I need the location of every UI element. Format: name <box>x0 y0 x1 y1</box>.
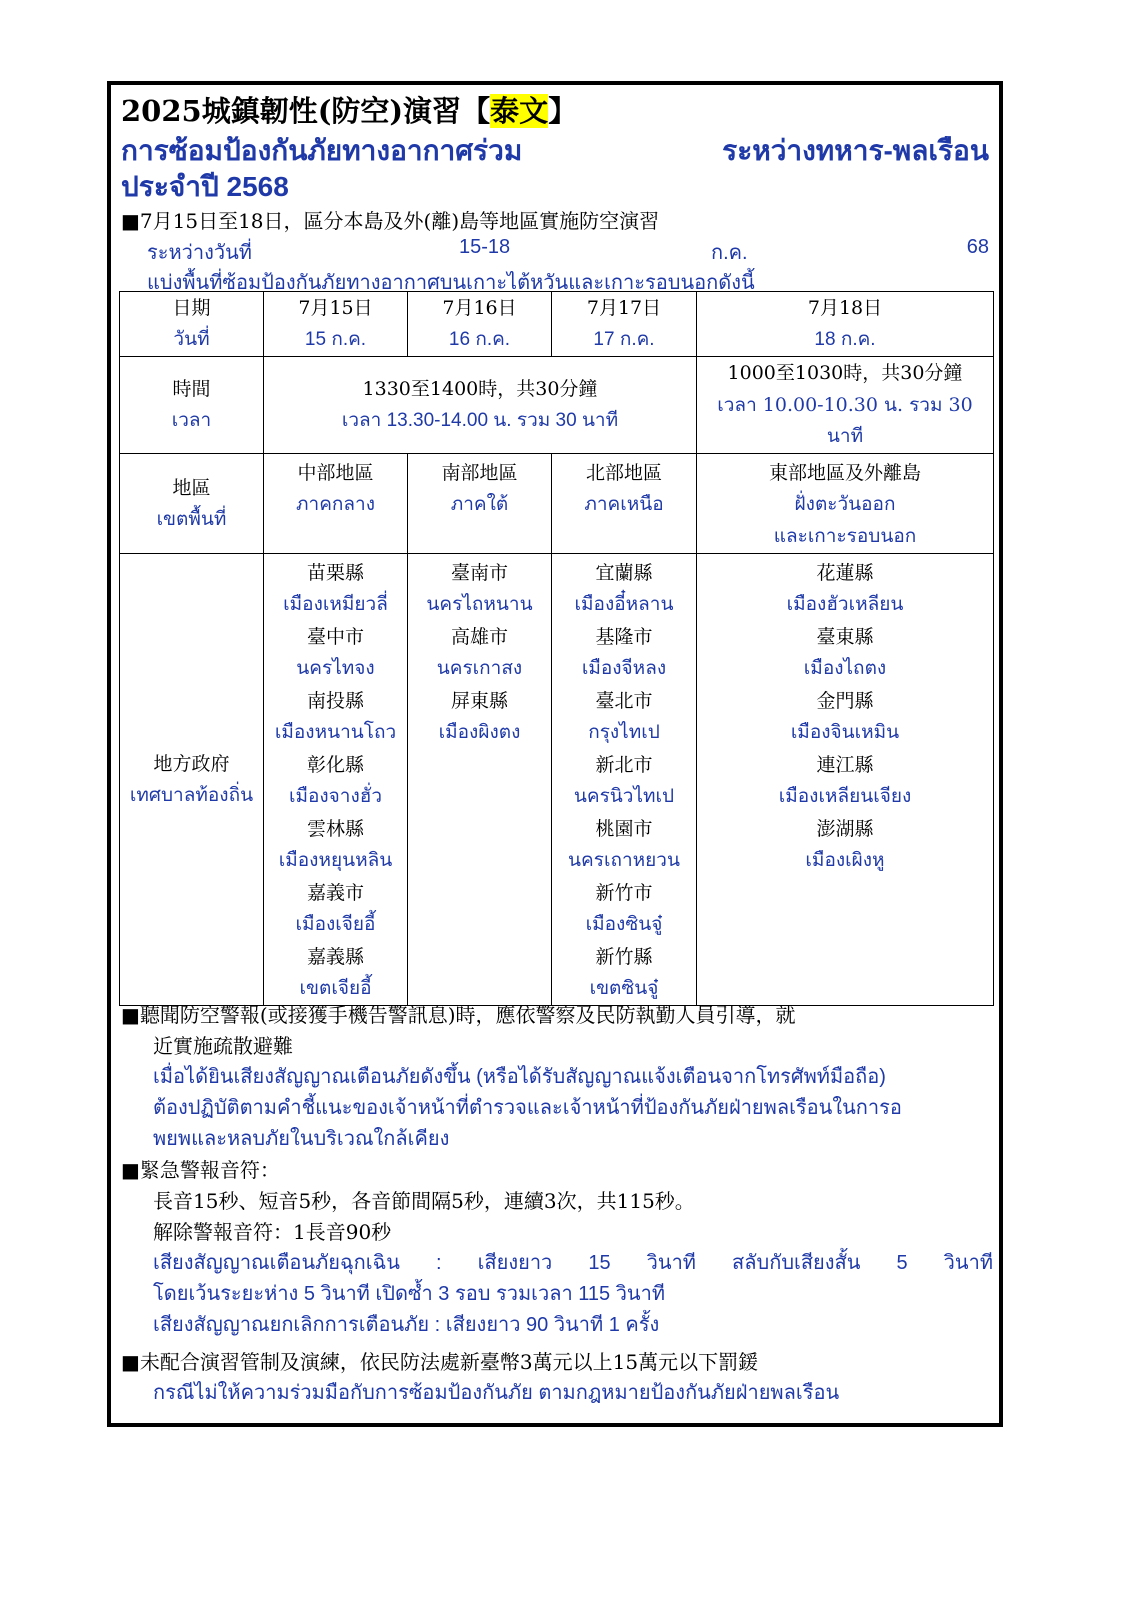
gov-central: 苗栗縣 เมืองเหมียวลี่ 臺中市 นครไทจง 南投縣 เมืองหนานโถว 彰化縣 เมืองจางฮั่ว 雲林縣 เมืองหยุนหลิน 嘉義市 เมืองเจียอี้ 嘉義縣 เขตเจียอี้ <box>264 554 408 1006</box>
notice3-th: กรณีไม่ให้ความร่วมมือกับการซ้อมป้องกันภัย ตามกฎหมายป้องกันภัยฝ่ายพลเรือน <box>153 1382 840 1404</box>
notice2-zh-head: ■緊急警報音符： <box>121 1158 280 1182</box>
intro-th-label: ระหว่างวันที่ <box>147 242 252 264</box>
date-cell: 7月17日 17 ก.ค. <box>552 292 697 357</box>
notice-evacuation <box>121 1000 993 1155</box>
thai-title-right: ระหว่างทหาร-พลเรือน <box>722 135 989 166</box>
schedule-table <box>119 291 994 1006</box>
time-label: 時間 เวลา <box>120 357 264 454</box>
gov-east: 花蓮縣 เมืองฮัวเหลียน 臺東縣 เมืองไถตง 金門縣 เมืองจินเหมิน 連江縣 เมืองเหลียนเจียง 澎湖縣 เมืองเผิงหู <box>697 554 994 1006</box>
region-cell: 南部地區 ภาคใต้ <box>408 454 552 554</box>
gov-label: 地方政府 เทศบาลท้องถิ่น <box>120 554 264 1006</box>
notice2-zh-line1: 長音15秒、短音5秒，各音節間隔5秒，連續3次，共115秒。 <box>153 1189 695 1213</box>
notice-alarm-tones <box>121 1155 993 1341</box>
date-label: 日期 วันที่ <box>120 292 264 357</box>
date-cell: 7月16日 16 ก.ค. <box>408 292 552 357</box>
notice3-zh: ■未配合演習管制及演練，依民防法處新臺幣3萬元以上15萬元以下罰鍰 <box>121 1350 759 1374</box>
gov-north: 宜蘭縣 เมืองอี๋หลาน 基隆市 เมืองจีหลง 臺北市 กรุงไทเป 新北市 นครนิวไทเป 桃園市 นครเถาหยวน 新竹市 เมืองซินจู๋ 新竹縣 เขตซินจู๋ <box>552 554 697 1006</box>
gov-south: 臺南市 นครไถหนาน 高雄市 นครเกาสง 屏東縣 เมืองผิงตง <box>408 554 552 1006</box>
title-highlight: 泰文 <box>490 94 549 128</box>
region-cell: 中部地區 ภาคกลาง <box>264 454 408 554</box>
intro-th-year: 68 <box>966 236 989 258</box>
intro-th-month: ก.ค. <box>711 242 748 264</box>
notice2-th-line1: เสียงสัญญาณเตือนภัยฉุกเฉิน : เสียงยาว 15 วินาที สลับกับเสียงสั้น 5 วินาที <box>153 1252 993 1274</box>
notice1-zh-line2: 近實施疏散避難 <box>153 1034 293 1058</box>
region-cell: 東部地區及外離島 ฝั่งตะวันออก และเกาะรอบนอก <box>697 454 994 554</box>
time-main: 1330至1400時，共30分鐘 เวลา 13.30-14.00 น. รวม 30 นาที <box>264 357 697 454</box>
date-cell: 7月15日 15 ก.ค. <box>264 292 408 357</box>
date-cell: 7月18日 18 ก.ค. <box>697 292 994 357</box>
notice1-th-line1: เมื่อได้ยินเสียงสัญญาณเตือนภัยดังขึ้น (หรือได้รับสัญญาณแจ้งเตือนจากโทรศัพท์มือถือ) <box>153 1066 886 1088</box>
time-last: 1000至1030時，共30分鐘 เวลา 10.00-10.30 น. รวม 30 นาที <box>697 357 994 454</box>
thai-title-left: การซ้อมป้องกันภัยทางอากาศร่วม <box>121 135 523 166</box>
table-row-region <box>120 454 994 554</box>
table-row-date <box>120 292 994 357</box>
intro-zh: ■7月15日至18日，區分本島及外(離)島等地區實施防空演習 <box>121 209 660 233</box>
thai-title-year: ประจำปี 2568 <box>121 171 289 202</box>
table-row-government <box>120 554 994 1006</box>
intro-th-dates: 15-18 <box>459 236 511 258</box>
intro-th-line2: แบ่งพื้นที่ซ้อมป้องกันภัยทางอากาศบนเกาะไต้หวันและเกาะรอบนอกดังนี้ <box>147 272 755 294</box>
region-cell: 北部地區 ภาคเหนือ <box>552 454 697 554</box>
notice2-zh-line2: 解除警報音符：1長音90秒 <box>153 1220 392 1244</box>
table-row-time <box>120 357 994 454</box>
notice2-th-line3: เสียงสัญญาณยกเลิกการเตือนภัย : เสียงยาว 90 วินาที 1 ครั้ง <box>153 1314 660 1336</box>
notice2-th-line2: โดยเว้นระยะห่าง 5 วินาที เปิดซ้ำ 3 รอบ รวมเวลา 115 วินาที <box>153 1283 666 1305</box>
region-label: 地區 เขตพื้นที่ <box>120 454 264 554</box>
notice1-zh-line1: ■聽聞防空警報(或接獲手機告警訊息)時，應依警察及民防執勤人員引導，就 <box>121 1003 796 1027</box>
notice1-th-line2: ต้องปฏิบัติตามคำชี้แนะของเจ้าหน้าที่ตำรวจและเจ้าหน้าที่ป้องกันภัยฝ่ายพลเรือนในการอ <box>153 1097 902 1119</box>
notice1-th-line3: พยพและหลบภัยในบริเวณใกล้เคียง <box>153 1128 450 1150</box>
document-frame <box>107 81 1003 1427</box>
page-title: 2025城鎮韌性(防空)演習【泰文】 <box>121 94 578 128</box>
notice-penalty <box>121 1347 993 1409</box>
